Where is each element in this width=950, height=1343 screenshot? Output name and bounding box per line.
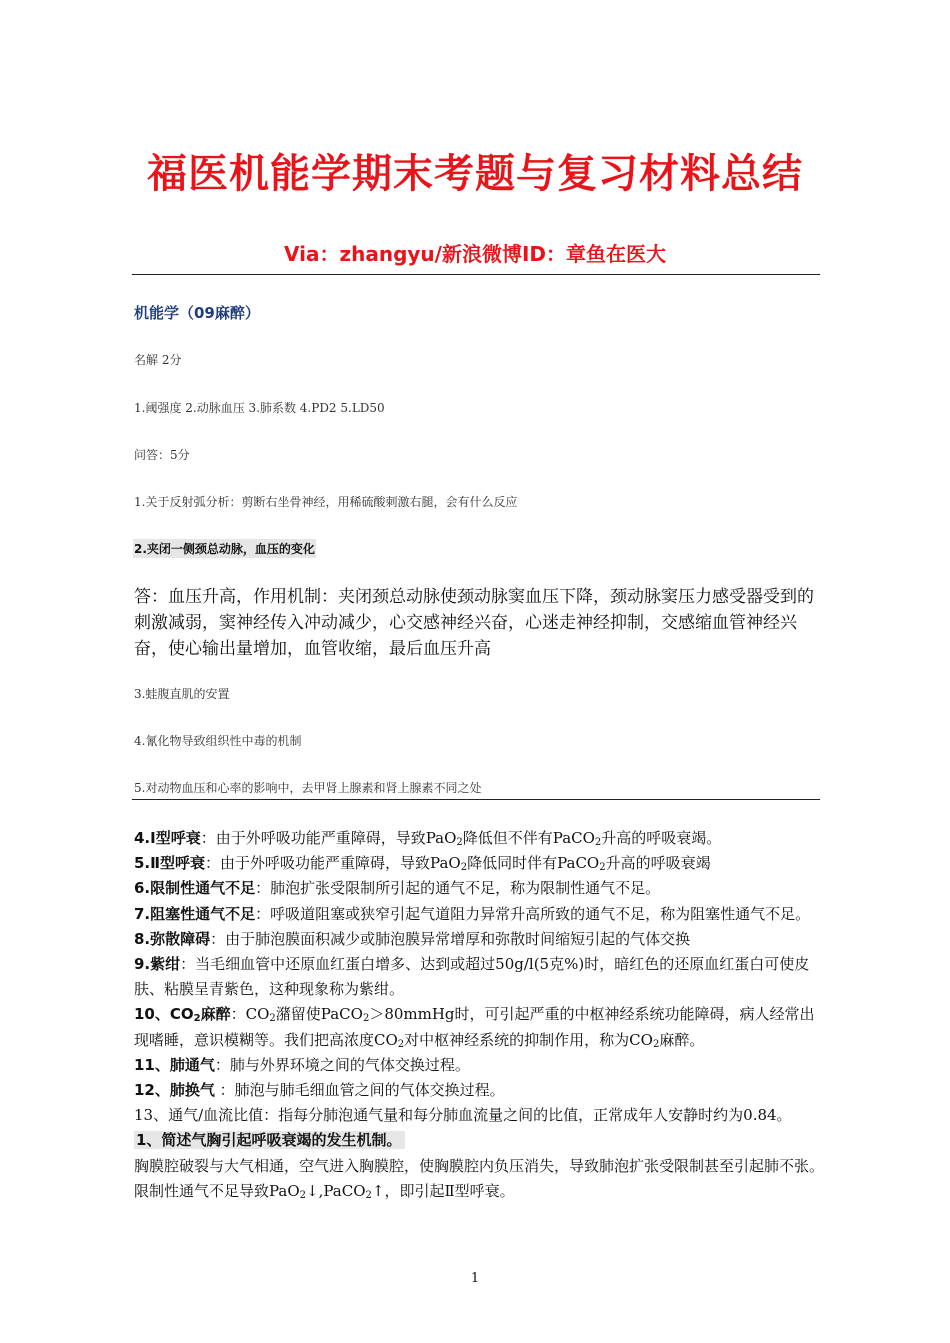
middle-divider (132, 799, 820, 800)
definition-item: 7.阻塞性通气不足：呼吸道阻塞或狭窄引起气道阻力异常升高所致的通气不足，称为阻塞性通气不足。 (134, 904, 811, 923)
question-2-highlighted: 2.夹闭一侧颈总动脉，血压的变化 (133, 539, 316, 558)
wenda-label: 问答：5分 (134, 448, 190, 462)
definition-term: 9.紫绀 (134, 955, 181, 974)
definition-item: 12、肺换气 ：肺泡与肺毛细血管之间的气体交换过程。 (134, 1081, 505, 1100)
definition-item: 5.Ⅱ型呼衰：由于外呼吸功能严重障碍，导致PaO$_2$降低同时伴有PaCO$_2$升高的呼吸衰竭 (134, 854, 711, 874)
definition-term: 8.弥散障碍 (134, 929, 211, 948)
mingjie-label: 名解 2分 (134, 353, 182, 367)
definitions-block (134, 826, 824, 1204)
answer-paragraph: 答：血压升高，作用机制：夹闭颈总动脉使颈动脉窦血压下降，颈动脉窦压力感受器受到的刺激减弱，窦神经传入冲动减少，心交感神经兴奋，心迷走神经抑制，交感缩血管神经兴奋，使心输出量增加，血管收缩，最后血压升高 (134, 587, 814, 659)
page-number: 1 (470, 1271, 480, 1286)
mingjie-items: 1.阈强度 2.动脉血压 3.肺系数 4.PD2 5.LD50 (134, 401, 385, 415)
definition-item: 10、$CO_2$麻醉：$CO_2$潴留使PaCO$_2$＞80mmHg时，可引起严重的中枢神经系统功能障碍，病人经常出现嗜睡，意识模糊等。我们把高浓度$CO_2$对中枢神经系统的抑制作用，称为$CO_2$麻醉。 (134, 1005, 815, 1050)
definition-term: 7.阻塞性通气不足 (134, 904, 256, 923)
essay-answer: 胸膜腔破裂与大气相通，空气进入胸膜腔，使胸膜腔内负压消失，导致肺泡扩张受限制甚至引起肺不张。限制性通气不足导致PaO$_2$↓,PaCO$_2$↑，即引起Ⅱ型呼衰。 (134, 1156, 825, 1201)
definition-term: 12、肺换气 (134, 1081, 215, 1100)
definition-item: 6.限制性通气不足：肺泡扩张受限制所引起的通气不足，称为限制性通气不足。 (134, 879, 661, 898)
essay-heading: 1、简述气胸引起呼吸衰竭的发生机制。 (134, 1128, 824, 1153)
definition-term: 11、肺通气 (134, 1055, 215, 1074)
definition-term: 10、$CO_2$麻醉 (134, 1005, 231, 1025)
definition-item: 11、肺通气：肺与外界环境之间的气体交换过程。 (134, 1055, 470, 1074)
question-5: 5.对动物血压和心率的影响中，去甲肾上腺素和肾上腺素不同之处 (134, 781, 482, 795)
section-title: 机能学（09麻醉） (134, 304, 260, 322)
definition-term: 5.Ⅱ型呼衰 (134, 854, 206, 873)
definition-term: 6.限制性通气不足 (134, 879, 256, 898)
definition-item: 4.Ⅰ型呼衰：由于外呼吸功能严重障碍，导致PaO$_2$降低但不伴有PaCO$_2$升高的呼吸衰竭。 (134, 829, 722, 848)
definition-item: 9.紫绀：当毛细血管中还原血红蛋白增多、达到或超过50g/l(5克%)时，暗红色的还原血红蛋白可使皮肤、粘膜呈青紫色，这种现象称为紫绀。 (134, 955, 810, 999)
document-title: 福医机能学期末考题与复习材料总结 (147, 151, 803, 197)
definition-item-13: 13、通气/血流比值：指每分肺泡通气量和每分肺血流量之间的比值，正常成年人安静时约为0.84。 (134, 1106, 792, 1125)
question-1: 1.关于反射弧分析：剪断右坐骨神经，用稀硫酸刺激右腿，会有什么反应 (134, 495, 518, 509)
question-4: 4.氰化物导致组织性中毒的机制 (134, 734, 302, 748)
definition-item: 8.弥散障碍：由于肺泡膜面积减少或肺泡膜异常增厚和弥散时间缩短引起的气体交换 (134, 929, 691, 948)
definition-term: 4.Ⅰ型呼衰 (134, 829, 201, 847)
question-3: 3.蛙腹直肌的安置 (134, 687, 230, 701)
document-subtitle: Via：zhangyu/新浪微博ID：章鱼在医大 (283, 242, 667, 266)
top-divider (132, 274, 820, 275)
